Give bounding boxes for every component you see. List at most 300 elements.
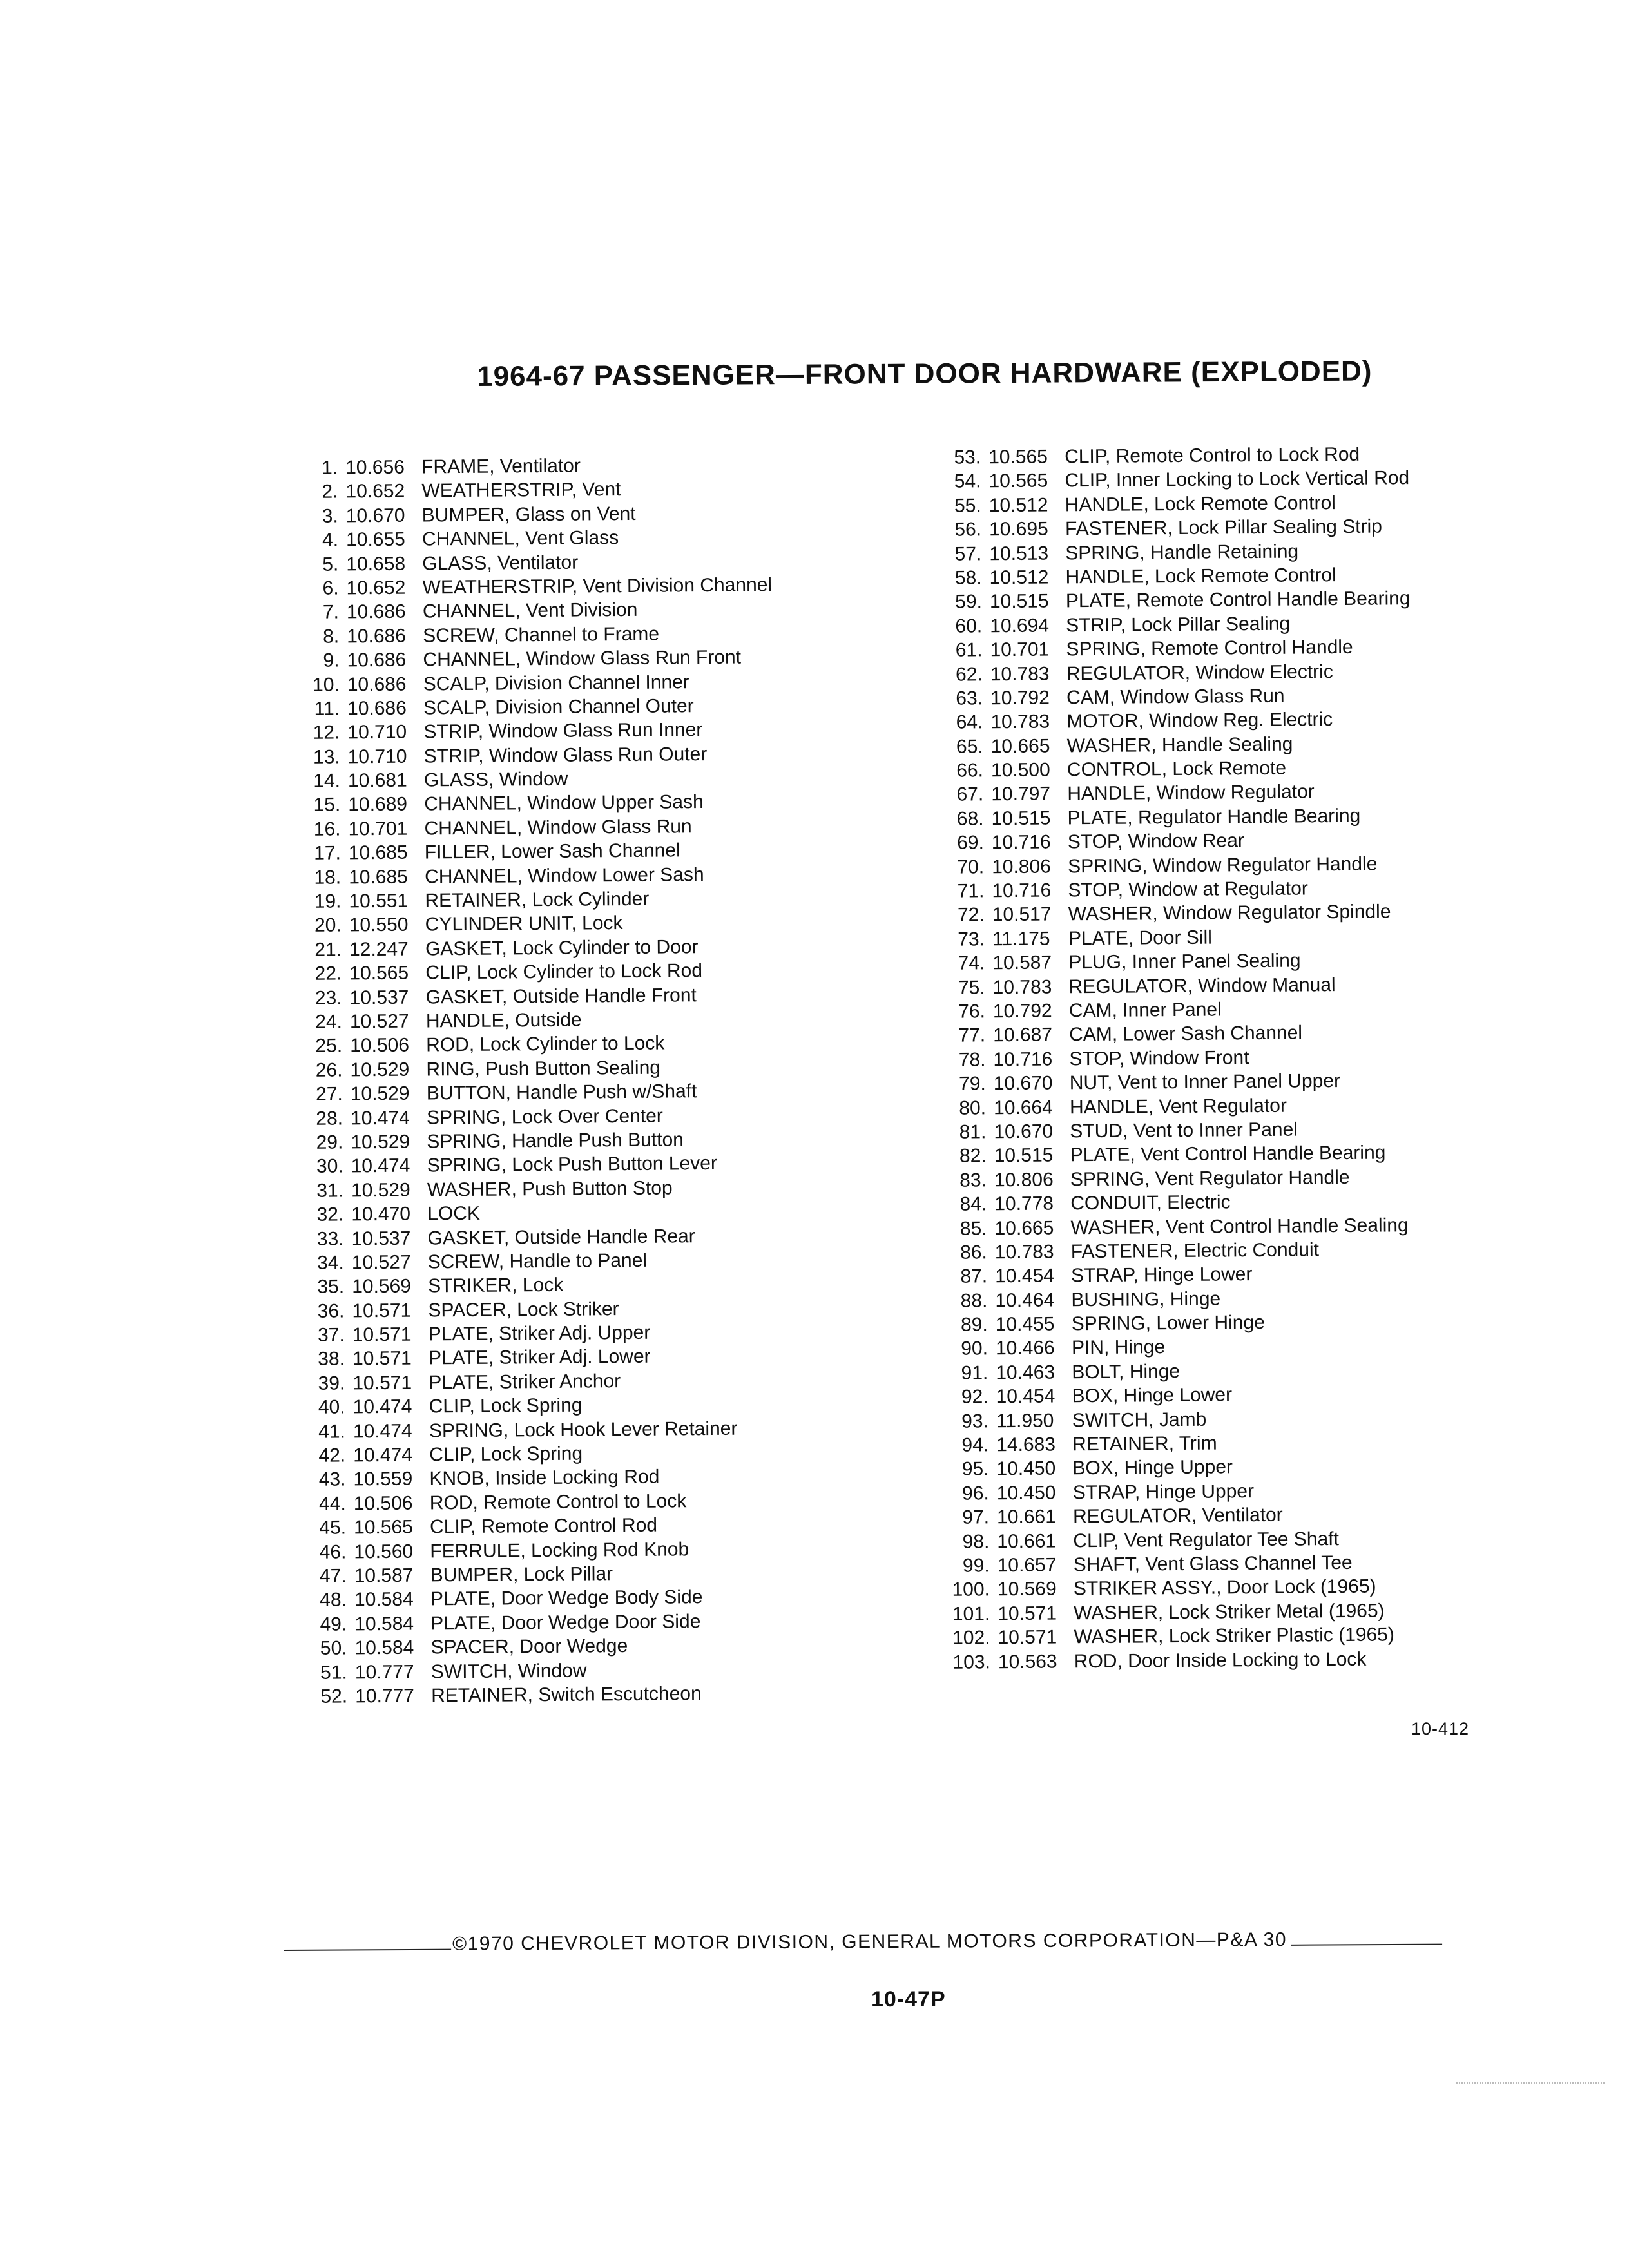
part-number: 13.	[313, 746, 340, 768]
part-number: 29.	[316, 1131, 343, 1153]
part-code: 10.529	[351, 1131, 410, 1153]
part-number: 39.	[318, 1372, 345, 1394]
part-description: CAM, Inner Panel	[1068, 999, 1222, 1022]
part-description: WASHER, Lock Striker Metal (1965)	[1074, 1600, 1385, 1624]
part-code: 10.584	[354, 1637, 414, 1659]
part-description: BOX, Hinge Lower	[1072, 1384, 1233, 1407]
part-code: 10.565	[988, 446, 1048, 468]
part-code: 10.550	[349, 914, 409, 936]
part-code: 10.569	[997, 1578, 1057, 1600]
part-code: 10.454	[994, 1265, 1055, 1287]
part-description: FERRULE, Locking Rod Knob	[430, 1538, 689, 1562]
part-code: 10.587	[992, 952, 1052, 974]
part-number: 5.	[322, 553, 339, 575]
part-code: 10.716	[991, 831, 1051, 854]
part-description: PLATE, Remote Control Handle Bearing	[1065, 588, 1411, 612]
part-description: PIN, Hinge	[1071, 1336, 1166, 1359]
part-description: WEATHERSTRIP, Vent Division Channel	[422, 574, 773, 599]
part-description: CLIP, Remote Control Rod	[429, 1514, 658, 1538]
part-number: 68.	[956, 808, 984, 830]
part-number: 18.	[314, 867, 342, 889]
part-code: 10.783	[994, 1241, 1054, 1264]
part-number: 85.	[959, 1217, 987, 1240]
part-code: 12.247	[349, 938, 409, 961]
part-code: 10.527	[351, 1251, 411, 1274]
part-number: 45.	[319, 1517, 347, 1539]
part-description: CLIP, Vent Regulator Tee Shaft	[1073, 1528, 1339, 1552]
part-number: 69.	[956, 832, 984, 854]
part-code: 10.652	[346, 577, 406, 599]
part-description: CYLINDER UNIT, Lock	[425, 912, 623, 936]
part-number: 89.	[960, 1314, 988, 1336]
part-code: 14.683	[996, 1434, 1056, 1456]
part-description: KNOB, Inside Locking Rod	[429, 1466, 660, 1490]
part-description: SPRING, Lock Push Button Lever	[427, 1153, 718, 1177]
part-code: 10.527	[349, 1010, 409, 1033]
part-number: 10.	[312, 674, 340, 696]
footer-rule-left	[284, 1935, 451, 1951]
part-description: FASTENER, Electric Conduit	[1070, 1239, 1320, 1263]
part-description: SPRING, Handle Push Button	[427, 1129, 684, 1153]
part-number: 14.	[313, 770, 341, 792]
part-number: 16.	[313, 818, 341, 840]
part-description: GASKET, Outside Handle Front	[425, 984, 697, 1008]
part-number: 95.	[961, 1458, 989, 1481]
part-description: BOX, Hinge Upper	[1072, 1456, 1233, 1479]
part-code: 10.797	[991, 783, 1051, 805]
part-number: 96.	[961, 1483, 989, 1504]
part-code: 10.559	[353, 1468, 413, 1490]
part-description: PLATE, Door Wedge Door Side	[430, 1610, 701, 1635]
part-description: FRAME, Ventilator	[421, 455, 581, 478]
part-code: 10.670	[994, 1120, 1054, 1143]
part-code: 10.777	[354, 1661, 414, 1683]
part-number: 50.	[320, 1637, 347, 1659]
part-code: 10.783	[990, 663, 1050, 685]
part-code: 10.470	[351, 1203, 411, 1225]
part-description: PLATE, Door Wedge Body Side	[430, 1586, 703, 1610]
part-code: 10.685	[348, 841, 408, 864]
part-code: 10.686	[347, 649, 407, 671]
part-number: 58.	[954, 567, 982, 589]
part-description: MOTOR, Window Reg. Electric	[1066, 709, 1333, 733]
part-number: 87.	[960, 1265, 988, 1287]
part-code: 10.565	[988, 470, 1048, 492]
part-code: 10.695	[988, 518, 1048, 541]
part-code: 10.681	[347, 769, 407, 792]
part-description: CLIP, Lock Spring	[429, 1443, 583, 1466]
part-description: SCREW, Channel to Frame	[423, 623, 660, 647]
part-number: 82.	[959, 1145, 987, 1167]
part-description: PLATE, Striker Adj. Upper	[428, 1321, 651, 1345]
part-description: BUMPER, Glass on Vent	[421, 503, 636, 526]
part-code: 10.512	[988, 494, 1048, 517]
part-description: LOCK	[427, 1202, 481, 1225]
part-number: 74.	[958, 952, 985, 974]
part-description: ROD, Remote Control to Lock	[429, 1490, 687, 1514]
part-description: SWITCH, Jamb	[1072, 1408, 1207, 1431]
part-description: BUMPER, Lock Pillar	[430, 1563, 613, 1586]
part-description: STRIP, Window Glass Run Inner	[423, 719, 703, 743]
part-code: 10.529	[350, 1082, 410, 1105]
part-code: 10.701	[990, 639, 1050, 661]
part-number: 12.	[313, 722, 340, 744]
part-description: WASHER, Handle Sealing	[1066, 733, 1293, 757]
part-description: PLATE, Striker Anchor	[429, 1370, 621, 1394]
part-description: HANDLE, Lock Remote Control	[1065, 492, 1336, 516]
part-code: 10.513	[989, 543, 1049, 564]
part-description: CAM, Window Glass Run	[1066, 685, 1285, 709]
part-code: 10.783	[992, 976, 1052, 998]
part-number: 76.	[958, 1001, 986, 1023]
part-description: CLIP, Inner Locking to Lock Vertical Rod	[1065, 467, 1410, 492]
part-code: 10.464	[995, 1289, 1055, 1311]
part-description: CLIP, Lock Cylinder to Lock Rod	[425, 960, 703, 984]
part-number: 7.	[322, 601, 340, 624]
part-description: CONTROL, Lock Remote	[1066, 757, 1287, 781]
part-description: CHANNEL, Vent Glass	[421, 527, 619, 550]
part-number: 64.	[956, 711, 983, 733]
part-number: 25.	[315, 1035, 343, 1057]
part-description: SCALP, Division Channel Inner	[423, 671, 689, 695]
part-description: CLIP, Remote Control to Lock Rod	[1065, 443, 1360, 468]
part-row	[306, 1680, 950, 1709]
part-number: 61.	[955, 639, 983, 661]
part-code: 10.716	[992, 879, 1052, 902]
part-number: 15.	[313, 794, 341, 816]
part-code: 10.670	[345, 505, 405, 527]
part-number: 9.	[323, 649, 340, 671]
part-description: PLATE, Door Sill	[1068, 927, 1212, 950]
part-description: RETAINER, Lock Cylinder	[425, 888, 650, 912]
part-code: 10.565	[353, 1516, 413, 1539]
part-description: FASTENER, Lock Pillar Sealing Strip	[1065, 515, 1382, 540]
part-number: 71.	[957, 880, 985, 902]
part-code: 10.686	[347, 625, 407, 648]
part-code: 10.665	[990, 735, 1050, 757]
part-code: 10.560	[354, 1541, 414, 1562]
part-code: 10.474	[352, 1420, 412, 1442]
part-code: 10.716	[993, 1048, 1053, 1070]
part-number: 84.	[959, 1193, 987, 1215]
part-description: ROD, Lock Cylinder to Lock	[426, 1032, 665, 1056]
part-number: 93.	[961, 1410, 989, 1432]
part-code: 10.792	[990, 687, 1050, 709]
part-description: ROD, Door Inside Locking to Lock	[1074, 1648, 1367, 1672]
part-number: 49.	[320, 1613, 347, 1635]
part-description: PLATE, Regulator Handle Bearing	[1067, 805, 1361, 829]
part-description: CHANNEL, Window Glass Run	[424, 816, 692, 840]
part-number: 44.	[318, 1493, 346, 1515]
part-code: 10.686	[346, 601, 406, 623]
part-description: FILLER, Lower Sash Channel	[424, 840, 680, 863]
part-number: 92.	[961, 1386, 988, 1408]
part-code: 10.529	[351, 1179, 410, 1202]
part-description: HANDLE, Outside	[425, 1009, 582, 1032]
part-number: 48.	[320, 1589, 347, 1611]
part-description: GASKET, Outside Handle Rear	[427, 1225, 695, 1249]
part-code: 10.571	[998, 1626, 1057, 1649]
part-description: REGULATOR, Window Manual	[1068, 974, 1336, 997]
part-number: 88.	[960, 1289, 988, 1312]
part-code: 10.474	[351, 1155, 410, 1177]
part-description: PLATE, Striker Adj. Lower	[428, 1346, 651, 1369]
part-code: 10.687	[993, 1024, 1053, 1046]
part-number: 23.	[314, 987, 342, 1009]
part-number: 55.	[954, 495, 981, 517]
part-code: 10.685	[349, 866, 409, 889]
part-code: 10.783	[990, 711, 1050, 733]
part-description: RING, Push Button Sealing	[426, 1057, 661, 1081]
part-number: 42.	[318, 1445, 346, 1466]
part-code: 10.571	[352, 1323, 412, 1346]
footer	[284, 1928, 1521, 1956]
part-description: WASHER, Push Button Stop	[427, 1177, 673, 1201]
part-number: 80.	[959, 1097, 987, 1119]
part-code: 10.571	[352, 1348, 412, 1370]
part-code: 10.515	[991, 807, 1051, 830]
part-description: BUTTON, Handle Push w/Shaft	[426, 1081, 697, 1104]
part-description: CLIP, Lock Spring	[429, 1394, 583, 1418]
part-code: 10.450	[996, 1482, 1056, 1504]
part-code: 10.792	[992, 1000, 1052, 1023]
part-description: SPRING, Lock Over Center	[426, 1105, 663, 1128]
part-code: 11.950	[996, 1410, 1054, 1432]
part-description: SCREW, Handle to Panel	[427, 1249, 648, 1273]
part-number: 51.	[320, 1661, 347, 1684]
part-description: PLATE, Vent Control Handle Bearing	[1070, 1142, 1386, 1166]
part-code: 10.689	[348, 794, 408, 816]
part-number: 53.	[954, 447, 981, 468]
part-number: 38.	[318, 1348, 345, 1370]
part-number: 83.	[959, 1169, 987, 1191]
part-number: 98.	[962, 1530, 990, 1553]
part-code: 10.686	[347, 673, 407, 695]
part-number: 34.	[316, 1252, 344, 1274]
part-code: 10.537	[351, 1227, 411, 1249]
part-number: 101.	[952, 1603, 990, 1625]
part-code: 10.652	[345, 481, 405, 503]
part-code: 10.701	[348, 818, 408, 840]
part-code: 10.587	[354, 1564, 414, 1587]
part-code: 10.686	[347, 697, 407, 720]
part-number: 94.	[961, 1434, 989, 1456]
part-number: 36.	[317, 1300, 345, 1322]
part-code: 10.463	[996, 1361, 1055, 1384]
part-code: 10.454	[996, 1385, 1055, 1408]
part-description: SWITCH, Window	[430, 1660, 587, 1682]
part-description: SPRING, Window Regulator Handle	[1068, 853, 1378, 877]
part-code: 10.529	[350, 1059, 410, 1081]
part-number: 47.	[319, 1565, 347, 1587]
part-description: NUT, Vent to Inner Panel Upper	[1069, 1070, 1341, 1094]
part-number: 32.	[316, 1204, 344, 1225]
part-code: 10.710	[347, 745, 407, 768]
part-code: 10.694	[990, 615, 1050, 637]
part-code: 10.655	[345, 528, 405, 551]
part-description: HANDLE, Lock Remote Control	[1065, 564, 1336, 588]
part-code: 10.778	[994, 1193, 1054, 1215]
part-number: 56.	[954, 519, 982, 541]
page-number: 10-47P	[871, 1987, 946, 2012]
part-number: 66.	[956, 760, 984, 782]
part-description: PLUG, Inner Panel Sealing	[1068, 950, 1301, 974]
part-code: 10.506	[350, 1035, 410, 1057]
part-description: SPACER, Lock Striker	[428, 1298, 619, 1321]
part-description: RETAINER, Trim	[1072, 1432, 1217, 1456]
part-code: 11.175	[992, 928, 1050, 950]
part-code: 10.512	[989, 566, 1049, 589]
part-description: GASKET, Lock Cylinder to Door	[425, 936, 699, 960]
part-number: 62.	[955, 663, 983, 686]
part-description: REGULATOR, Ventilator	[1072, 1504, 1283, 1528]
part-description: WEATHERSTRIP, Vent	[421, 479, 621, 502]
part-description: CHANNEL, Window Lower Sash	[425, 863, 704, 888]
part-number: 70.	[957, 856, 985, 878]
part-code: 10.563	[998, 1651, 1057, 1673]
part-code: 10.658	[346, 553, 406, 575]
part-number: 33.	[316, 1227, 344, 1250]
copyright-text: ©1970 CHEVROLET MOTOR DIVISION, GENERAL MOTORS CORPORATION—P&A 30	[452, 1928, 1287, 1955]
part-code: 10.806	[992, 856, 1052, 878]
part-number: 46.	[319, 1541, 347, 1563]
part-code: 10.517	[992, 903, 1052, 926]
part-number: 60.	[955, 615, 983, 637]
part-number: 27.	[315, 1083, 343, 1105]
part-number: 19.	[314, 890, 342, 912]
part-number: 73.	[958, 928, 985, 950]
part-code: 10.571	[998, 1602, 1057, 1624]
part-number: 75.	[958, 976, 985, 999]
part-description: WASHER, Window Regulator Spindle	[1068, 901, 1391, 925]
part-number: 30.	[316, 1155, 343, 1178]
part-number: 81.	[959, 1121, 987, 1143]
part-description: SPRING, Lower Hinge	[1071, 1311, 1265, 1335]
part-description: HANDLE, Window Regulator	[1067, 781, 1315, 805]
part-code: 10.664	[993, 1097, 1053, 1119]
part-number: 6.	[322, 577, 339, 599]
part-number: 52.	[320, 1686, 348, 1707]
part-description: SPRING, Vent Regulator Handle	[1070, 1166, 1350, 1191]
part-number: 8.	[323, 626, 340, 648]
part-number: 1.	[321, 457, 338, 479]
part-description: SPRING, Lock Hook Lever Retainer	[429, 1418, 738, 1442]
footer-rule-right	[1291, 1930, 1442, 1946]
part-number: 35.	[317, 1276, 345, 1298]
part-description: STOP, Window Rear	[1067, 830, 1244, 853]
part-number: 77.	[958, 1024, 986, 1047]
part-code: 10.455	[995, 1313, 1055, 1336]
part-number: 4.	[322, 529, 339, 551]
scan-artifact	[1456, 2082, 1605, 2084]
part-code: 10.710	[347, 721, 407, 744]
part-number: 40.	[318, 1396, 345, 1419]
part-number: 65.	[956, 736, 983, 758]
part-description: HANDLE, Vent Regulator	[1069, 1095, 1287, 1118]
part-code: 10.515	[989, 590, 1049, 613]
part-description: SPRING, Remote Control Handle	[1066, 636, 1353, 660]
part-number: 63.	[956, 687, 983, 709]
part-number: 31.	[316, 1180, 344, 1202]
part-code: 10.474	[353, 1444, 413, 1466]
part-code: 10.500	[990, 759, 1050, 782]
part-number: 28.	[316, 1108, 343, 1129]
part-description: SCALP, Division Channel Outer	[423, 695, 694, 719]
part-code: 10.506	[353, 1492, 413, 1515]
part-number: 103.	[952, 1651, 990, 1673]
part-description: BUSHING, Hinge	[1071, 1288, 1221, 1311]
part-code: 10.806	[994, 1169, 1054, 1191]
part-number: 100.	[952, 1579, 990, 1601]
part-code: 10.551	[349, 890, 409, 912]
part-code: 10.474	[350, 1107, 410, 1129]
parts-list-left	[296, 451, 950, 1709]
page-title: 1964-67 PASSENGER—FRONT DOOR HARDWARE (EXPLODED)	[477, 355, 1373, 392]
part-description: STRIP, Window Glass Run Outer	[423, 743, 708, 767]
part-description: REGULATOR, Window Electric	[1066, 660, 1333, 684]
part-number: 86.	[959, 1242, 987, 1264]
part-description: CHANNEL, Window Upper Sash	[424, 791, 704, 815]
part-description: STRAP, Hinge Upper	[1072, 1480, 1255, 1504]
part-code: 10.466	[995, 1337, 1055, 1360]
part-description: STRAP, Hinge Lower	[1070, 1264, 1253, 1287]
part-number: 59.	[955, 591, 983, 613]
part-description: SPRING, Handle Retaining	[1065, 541, 1299, 564]
part-code: 10.571	[352, 1300, 412, 1322]
part-description: CAM, Lower Sash Channel	[1069, 1022, 1303, 1046]
part-description: GLASS, Ventilator	[422, 552, 579, 575]
part-number: 20.	[314, 914, 342, 937]
part-description: WASHER, Vent Control Handle Sealing	[1070, 1214, 1409, 1238]
part-description: STRIKER ASSY., Door Lock (1965)	[1073, 1575, 1376, 1600]
part-row	[938, 1646, 1582, 1675]
part-number: 2.	[322, 481, 338, 503]
part-code: 10.661	[997, 1530, 1057, 1552]
part-description: STUD, Vent to Inner Panel	[1070, 1119, 1298, 1142]
part-description: GLASS, Window	[423, 768, 568, 791]
part-number: 78.	[958, 1049, 986, 1071]
part-number: 91.	[961, 1362, 988, 1384]
part-code: 10.537	[349, 986, 409, 1008]
part-description: CHANNEL, Window Glass Run Front	[423, 646, 742, 671]
part-description: WASHER, Lock Striker Plastic (1965)	[1074, 1624, 1395, 1648]
part-number: 17.	[313, 842, 341, 865]
part-number: 57.	[954, 543, 982, 565]
part-number: 43.	[318, 1468, 346, 1491]
part-number: 22.	[314, 963, 342, 985]
part-code: 10.661	[996, 1506, 1056, 1528]
part-number: 102.	[952, 1627, 990, 1649]
part-code: 10.569	[351, 1275, 412, 1298]
part-code: 10.657	[997, 1554, 1057, 1577]
part-code: 10.584	[354, 1613, 414, 1635]
part-description: CHANNEL, Vent Division	[422, 599, 638, 622]
part-description: SPACER, Door Wedge	[430, 1635, 628, 1658]
part-number: 90.	[961, 1338, 988, 1360]
part-number: 99.	[962, 1555, 990, 1577]
part-number: 54.	[954, 470, 981, 493]
part-number: 3.	[322, 505, 338, 527]
part-code: 10.584	[354, 1588, 414, 1611]
part-code: 10.656	[345, 456, 405, 479]
part-number: 97.	[962, 1506, 990, 1528]
part-code: 10.670	[993, 1072, 1053, 1095]
part-code: 10.450	[996, 1457, 1056, 1480]
part-code: 10.777	[354, 1685, 415, 1707]
part-description: STOP, Window Front	[1069, 1046, 1249, 1070]
part-code: 10.565	[349, 962, 409, 985]
part-description: BOLT, Hinge	[1072, 1360, 1181, 1383]
